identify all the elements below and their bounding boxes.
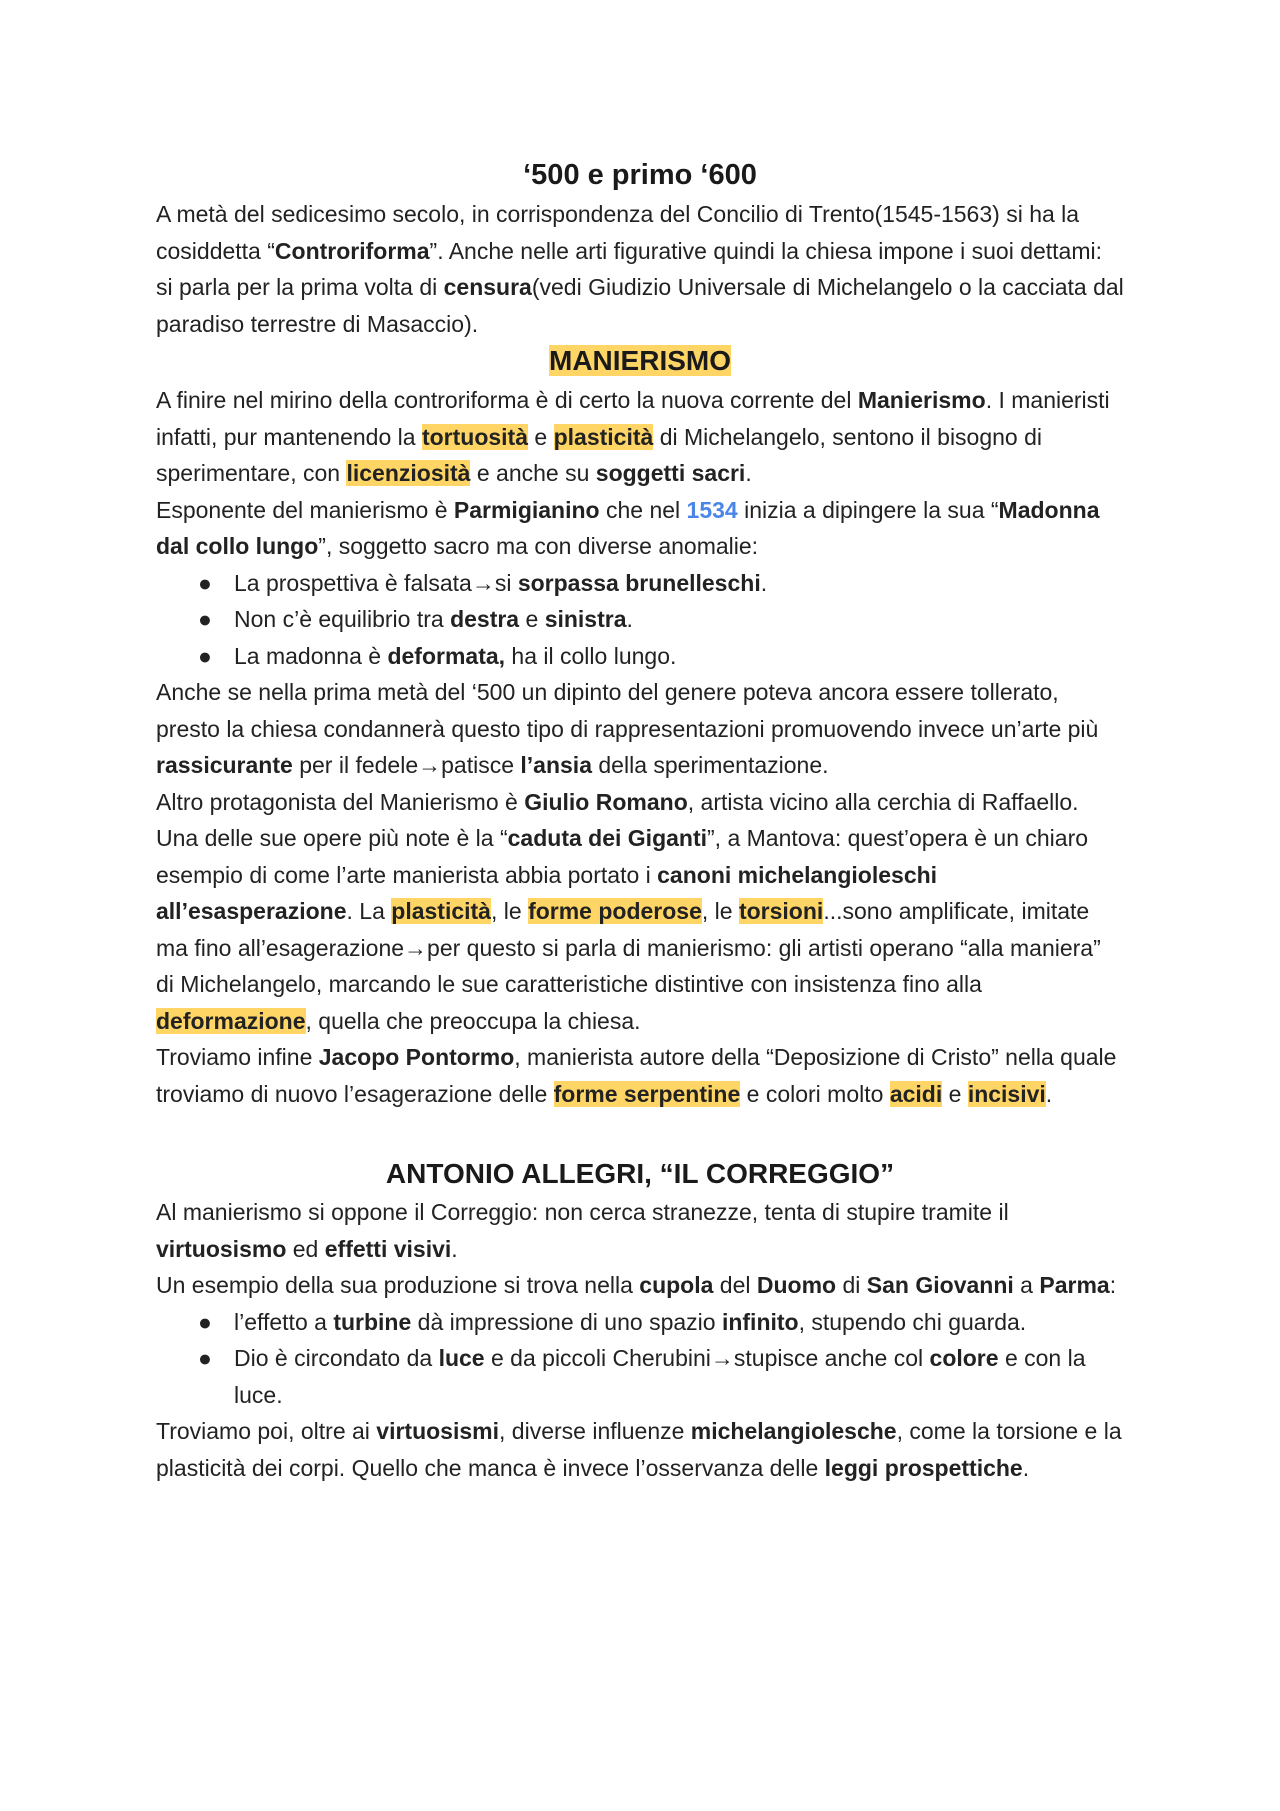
manierismo-paragraph-1: A finire nel mirino della controriforma è di certo la nuova corrente del Manierismo. I manieristi infatti, pur mantenendo la tortuosità e plasticità di Michelangelo, sentono il bisogno di sperimentare, con licenziosità e anche su soggetti sacri.	[156, 387, 1110, 486]
correggio-paragraph-3: Troviamo poi, oltre ai virtuosismi, diverse influenze michelangiolesche, come la torsione e la plasticità dei corpi. Quello che manca è invece l’osservanza delle leggi prospettiche.	[156, 1418, 1122, 1481]
bullet-icon: ●	[198, 606, 212, 632]
list-item: ● La prospettiva è falsata→si sorpassa brunelleschi.	[156, 565, 1124, 602]
bullet-icon: ●	[198, 642, 212, 669]
manierismo-paragraph-2: Esponente del manierismo è Parmigianino che nel 1534 inizia a dipingere la sua “Madonna dal collo lungo”, soggetto sacro ma con diverse anomalie:	[156, 496, 1100, 559]
list-item: ● La madonna è deformata, ha il collo lungo.	[156, 638, 1124, 675]
section-heading-correggio: ANTONIO ALLEGRI, “IL CORREGGIO”	[385, 1158, 895, 1189]
correggio-paragraph-1: Al manierismo si oppone il Correggio: non cerca stranezze, tenta di stupire tramite il virtuosismo ed effetti visivi.	[156, 1199, 1009, 1262]
arrow-icon: →	[404, 934, 428, 961]
intro-paragraph: A metà del sedicesimo secolo, in corrispondenza del Concilio di Trento(1545-1563) si ha la cosiddetta “Controriforma”. Anche nelle arti figurative quindi la chiesa impone i suoi dettami: si parla per la prima volta di censura(vedi Giudizio Universale di Michelangelo o la cacciata dal paradiso terrestre di Masaccio).	[156, 201, 1124, 337]
bullet-icon: ●	[198, 1345, 212, 1371]
arrow-icon: →	[418, 752, 442, 778]
anomalie-list	[156, 565, 1124, 675]
manierismo-paragraph-3: Anche se nella prima metà del ‘500 un dipinto del genere poteva ancora essere tollerato, presto la chiesa condannerà questo tipo di rappresentazioni promuovendo invece un’arte più rassicurante per il fedele→patisce l’ansia della sperimentazione.	[156, 679, 1099, 778]
section-heading-manierismo: MANIERISMO	[549, 345, 731, 376]
document-body	[156, 150, 1124, 1486]
list-item: ● l’effetto a turbine dà impressione di uno spazio infinito, stupendo chi guarda.	[156, 1304, 1124, 1341]
correggio-list	[156, 1304, 1124, 1414]
arrow-icon: →	[710, 1345, 734, 1371]
arrow-icon: →	[471, 569, 495, 596]
year-1534: 1534	[686, 496, 738, 523]
manierismo-paragraph-5: Troviamo infine Jacopo Pontormo, manierista autore della “Deposizione di Cristo” nella quale troviamo di nuovo l’esagerazione delle forme serpentine e colori molto acidi e incisivi.	[156, 1044, 1117, 1107]
page-title: ‘500 e primo ‘600	[523, 159, 757, 191]
manierismo-paragraph-4: Altro protagonista del Manierismo è Giulio Romano, artista vicino alla cerchia di Raffaello. Una delle sue opere più note è la “caduta dei Giganti”, a Mantova: quest’opera è un chiaro esempio di come l’arte manierista abbia portato i canoni michelangioleschi all’esasperazione. La plasticità, le forme poderose, le torsioni...sono amplificate, imitate ma fino all’esagerazione→per questo si parla di manierismo: gli artisti operano “alla maniera” di Michelangelo, marcando le sue caratteristiche distintive con insistenza fino alla deformazione, quella che preoccupa la chiesa.	[156, 788, 1101, 1034]
list-item: ● Non c’è equilibrio tra destra e sinistra.	[156, 601, 1124, 638]
list-item: ● Dio è circondato da luce e da piccoli Cherubini→stupisce anche col colore e con la luce.	[156, 1340, 1124, 1413]
correggio-paragraph-2: Un esempio della sua produzione si trova nella cupola del Duomo di San Giovanni a Parma:	[156, 1272, 1117, 1298]
bullet-icon: ●	[198, 1308, 212, 1335]
bullet-icon: ●	[198, 569, 212, 596]
